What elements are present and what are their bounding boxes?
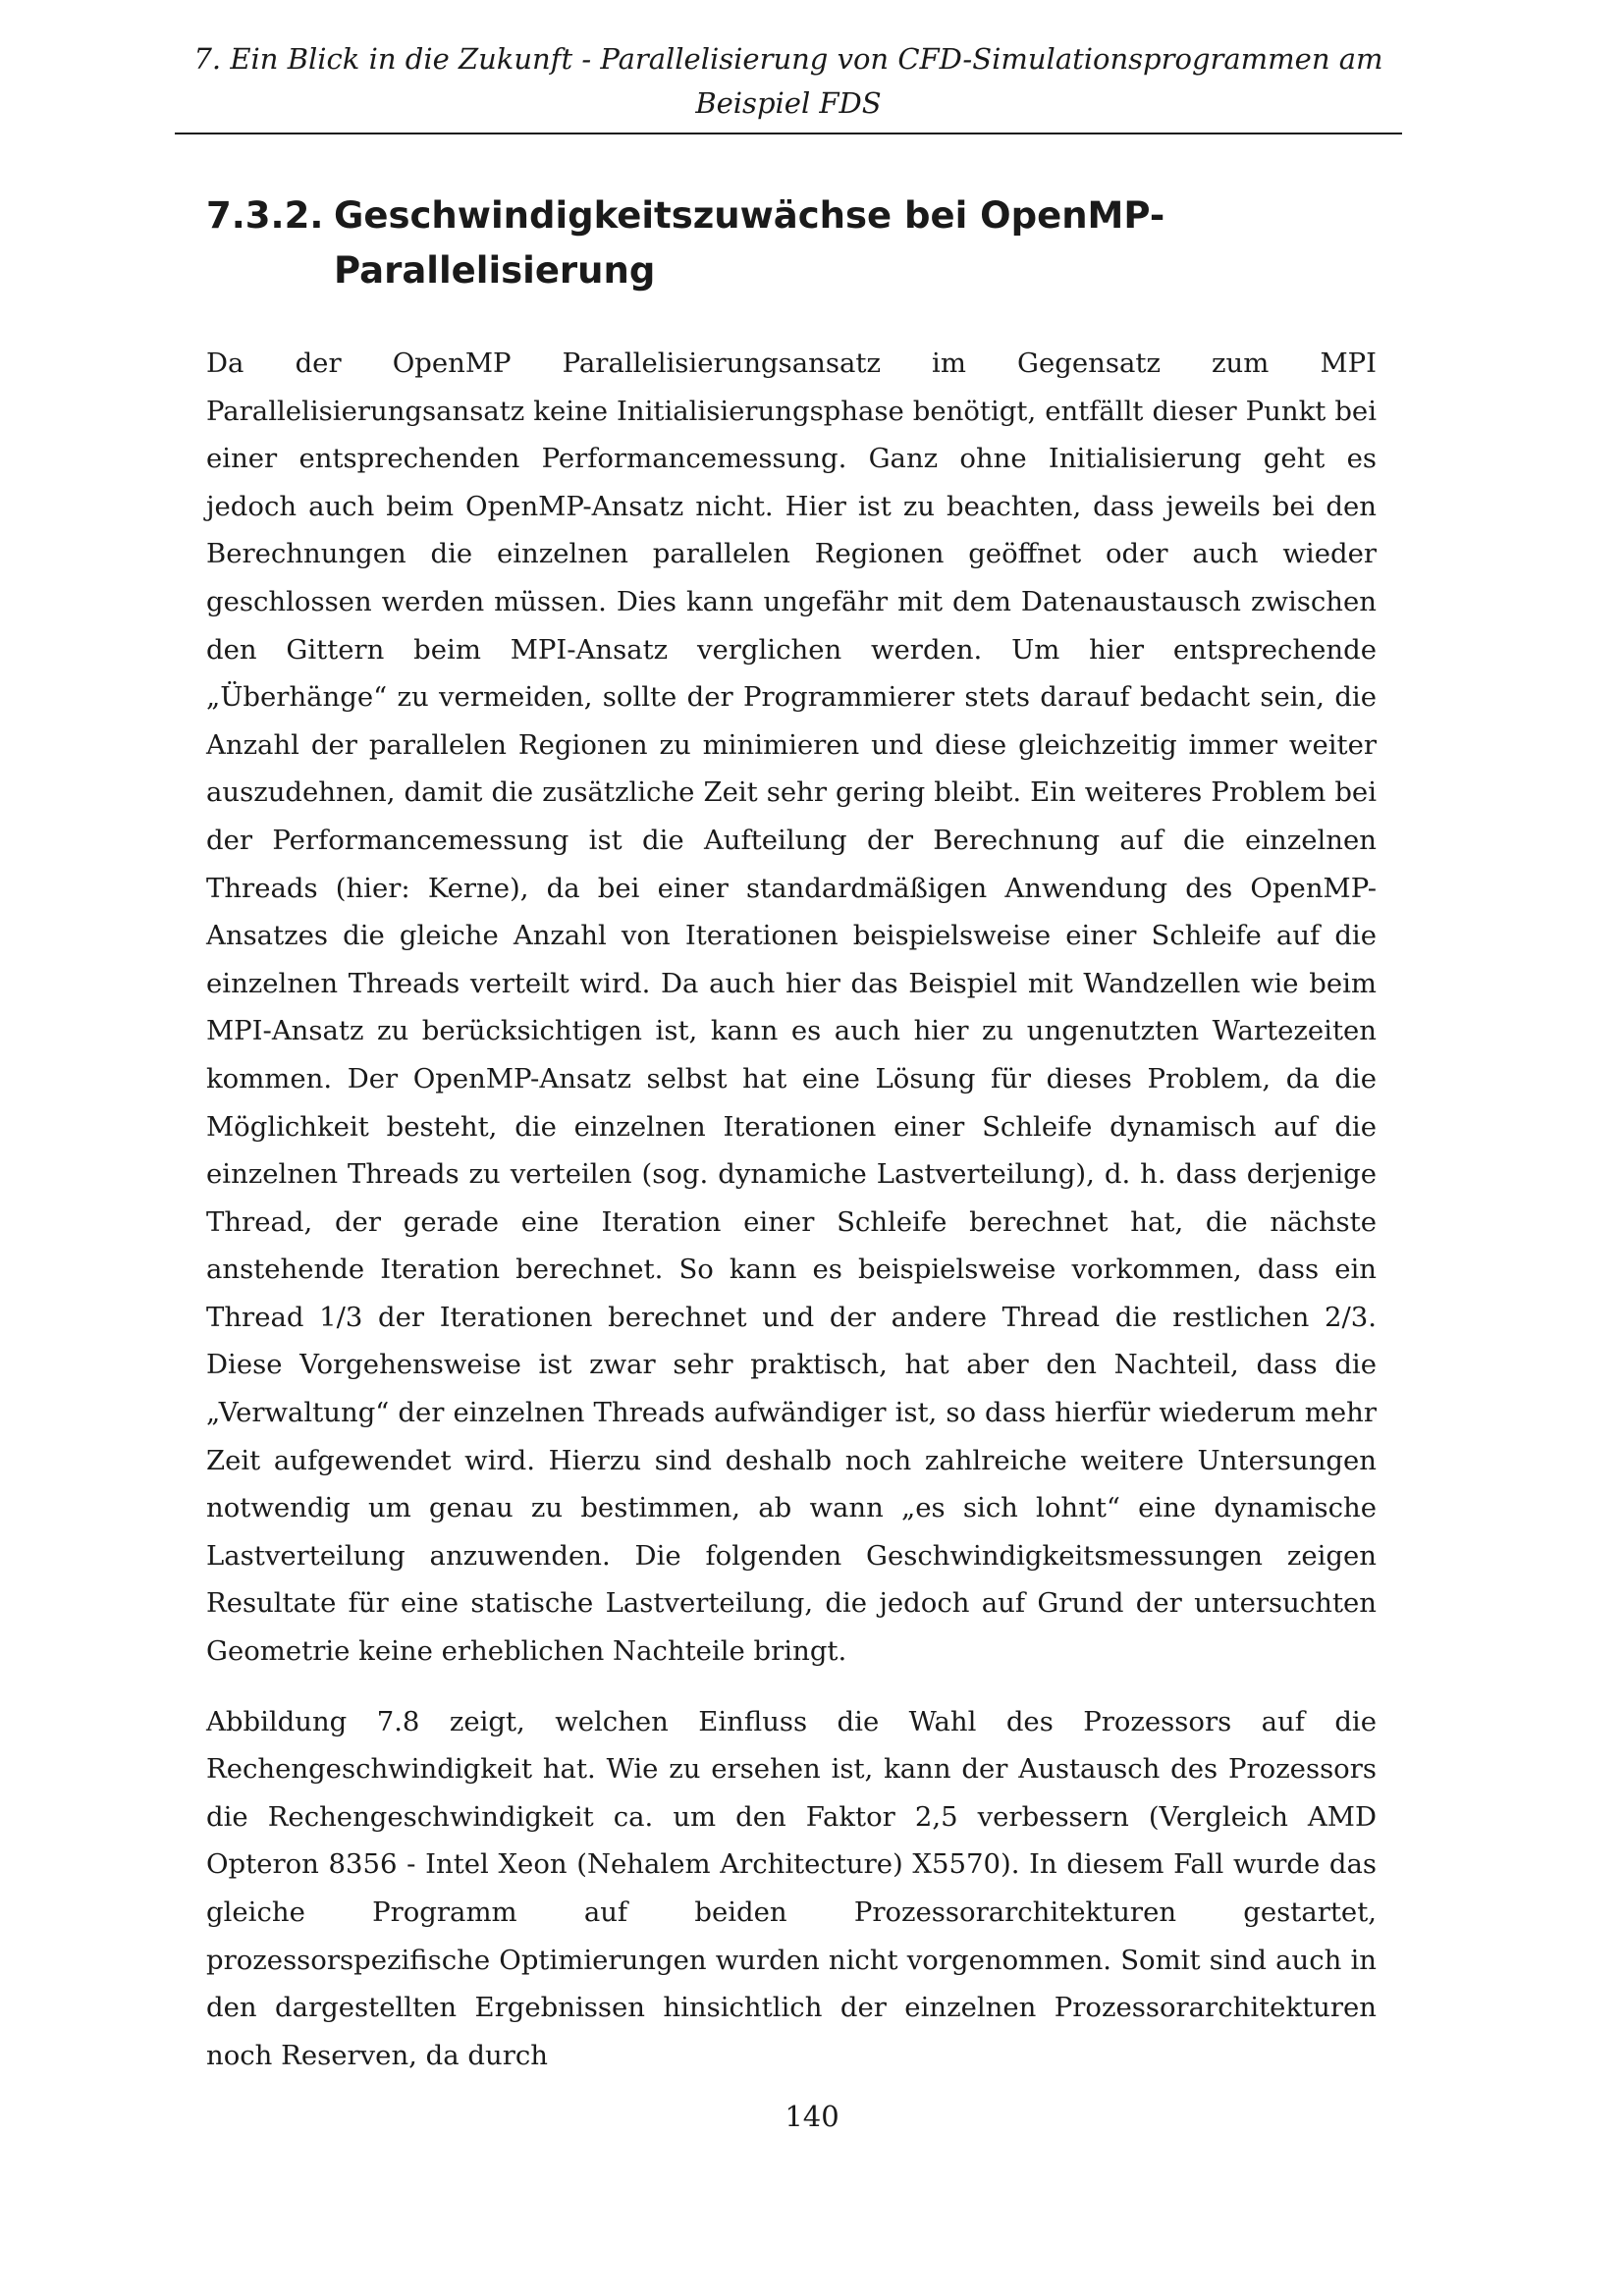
paragraph: Abbildung 7.8 zeigt, welchen Einfluss die Wahl des Prozessors auf die Rechengeschwindigkeit hat. Wie zu ersehen ist, kann der Austausch des Prozessors die Rechengeschwindigkeit ca. um den Faktor 2,5 verbessern (Vergleich AMD Opteron 8356 - Intel Xeon (Nehalem Architecture) X5570). In diesem Fall wurde das gleiche Programm auf beiden Prozessorarchitekturen gestartet, prozessorspezifische Optimierungen wurden nicht vorgenommen. Somit sind auch in den dargestellten Ergebnissen hinsichtlich der einzelnen Prozessorarchitekturen noch Reserven, da durch bbox=[206, 1705, 1377, 2071]
section-title: Geschwindigkeitszuwächse bei OpenMP-Parallelisierung bbox=[334, 194, 1165, 292]
section-number: 7.3.2. bbox=[206, 194, 324, 237]
body-text bbox=[206, 340, 1377, 2102]
paragraph: Da der OpenMP Parallelisierungsansatz im Gegensatz zum MPI Parallelisierungsansatz keine Initialisierungsphase benötigt, entfällt dieser Punkt bei einer entsprechenden Performancemessung. Ganz ohne Initialisierung geht es jedoch auch beim OpenMP-Ansatz nicht. Hier ist zu beachten, dass jeweils bei den Berechnungen die einzelnen parallelen Regionen geöffnet oder auch wieder geschlossen werden müssen. Dies kann ungefähr mit dem Datenaustausch zwischen den Gittern beim MPI-Ansatz verglichen werden. Um hier entsprechende „Überhänge“ zu vermeiden, sollte der Programmierer stets darauf bedacht sein, die Anzahl der parallelen Regionen zu minimieren und diese gleichzeitig immer weiter auszudehnen, damit die zusätzliche Zeit sehr gering bleibt. Ein weiteres Problem bei der Performancemessung ist die Aufteilung der Berechnung auf die einzelnen Threads (hier: Kerne), da bei einer standardmäßigen Anwendung des OpenMP-Ansatzes die gleiche Anzahl von Iterationen beispielsweise einer Schleife auf die einzelnen Threads verteilt wird. Da auch hier das Beispiel mit Wandzellen wie beim MPI-Ansatz zu berücksichtigen ist, kann es auch hier zu ungenutzten Wartezeiten kommen. Der OpenMP-Ansatz selbst hat eine Lösung für dieses Problem, da die Möglichkeit besteht, die einzelnen Iterationen einer Schleife dynamisch auf die einzelnen Threads zu verteilen (sog. dynamiche Lastverteilung), d. h. dass derjenige Thread, der gerade eine Iteration einer Schleife berechnet hat, die nächste anstehende Iteration berechnet. So kann es beispielsweise vorkommen, dass ein Thread 1/3 der Iterationen berechnet und der andere Thread die restlichen 2/3. Diese Vorgehensweise ist zwar sehr praktisch, hat aber den Nachteil, dass die „Verwaltung“ der einzelnen Threads aufwändiger ist, so dass hierfür wiederum mehr Zeit aufgewendet wird. Hierzu sind deshalb noch zahlreiche weitere Untersungen notwendig um genau zu bestimmen, ab wann „es sich lohnt“ eine dynamische Lastverteilung anzuwenden. Die folgenden Geschwindigkeitsmessungen zeigen Resultate für eine statische Lastverteilung, die jedoch auf Grund der untersuchten Geometrie keine erheblichen Nachteile bringt. bbox=[206, 347, 1377, 1668]
section-heading bbox=[206, 188, 1384, 298]
running-header-line-1: 7. Ein Blick in die Zukunft - Parallelisierung von CFD-Simulationsprogrammen am bbox=[193, 42, 1383, 76]
running-header bbox=[175, 37, 1402, 126]
header-rule bbox=[175, 133, 1402, 134]
running-header-line-2: Beispiel FDS bbox=[695, 86, 882, 120]
page-number: 140 bbox=[785, 2100, 839, 2133]
